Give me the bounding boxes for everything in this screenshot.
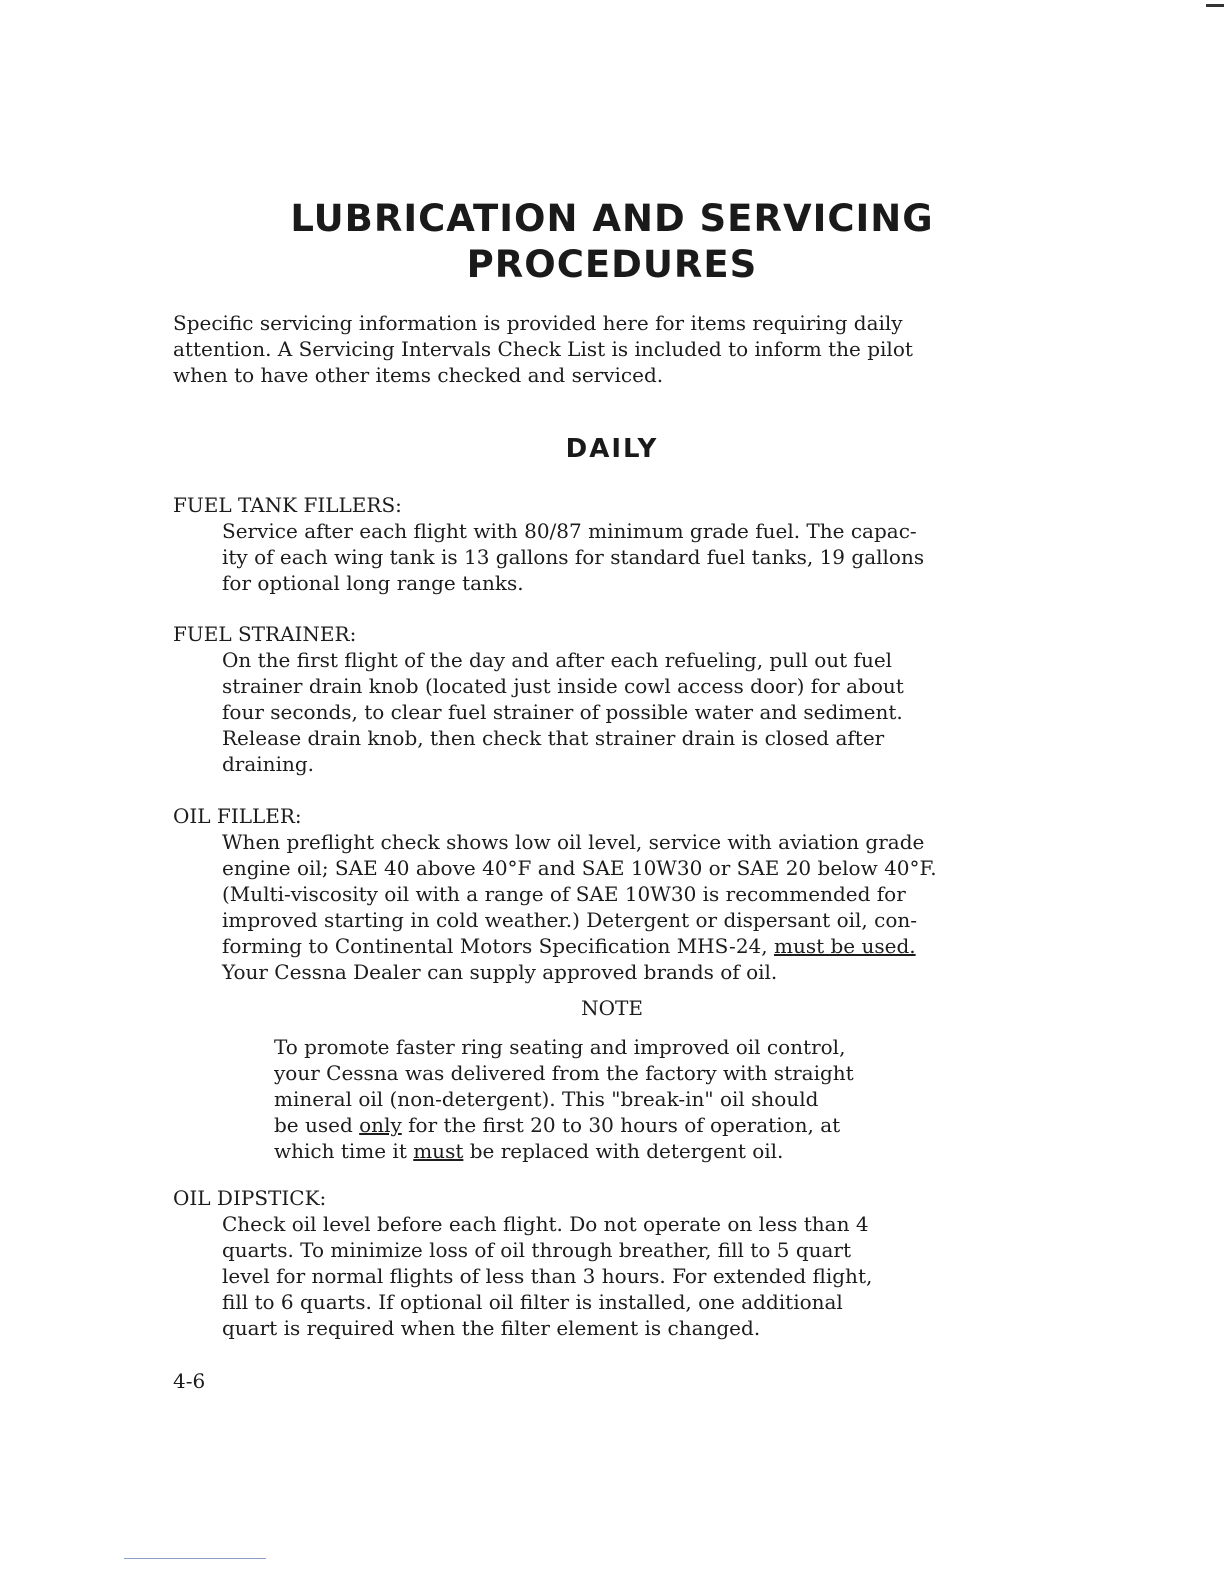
oil-dipstick-label: OIL DIPSTICK: (173, 1186, 327, 1210)
body-line (222, 933, 937, 959)
intro-line: Specific servicing information is provided here for items requiring daily (173, 311, 903, 335)
body-line: quarts. To minimize loss of oil through breather, fill to 5 quart (222, 1238, 852, 1262)
corner-mark (1206, 4, 1224, 7)
body-line: engine oil; SAE 40 above 40°F and SAE 10W30 or SAE 20 below 40°F. (222, 856, 937, 880)
note-line (274, 1112, 854, 1138)
underlined-text: must be used. (773, 934, 916, 958)
title-line-2: PROCEDURES (466, 243, 758, 286)
text-segment: for the first 20 to 30 hours of operation, at (401, 1113, 841, 1137)
underlined-text: only (359, 1113, 402, 1137)
note-line: To promote faster ring seating and improved oil control, (274, 1035, 846, 1059)
body-line: four seconds, to clear fuel strainer of possible water and sediment. (222, 700, 903, 724)
note-line: your Cessna was delivered from the factory with straight (274, 1061, 854, 1085)
fuel-strainer-body (222, 647, 904, 777)
intro-paragraph (173, 310, 1053, 388)
body-line: Check oil level before each flight. Do not operate on less than 4 (222, 1212, 869, 1236)
note-heading: NOTE (581, 996, 643, 1020)
body-line: Release drain knob, then check that strainer drain is closed after (222, 726, 885, 750)
body-line: (Multi-viscosity oil with a range of SAE 10W30 is recommended for (222, 882, 906, 906)
text-segment: be used (274, 1113, 360, 1137)
fuel-tank-fillers-label: FUEL TANK FILLERS: (173, 493, 402, 517)
oil-filler-label: OIL FILLER: (173, 804, 302, 828)
body-line: Your Cessna Dealer can supply approved brands of oil. (222, 960, 778, 984)
bottom-rule (124, 1558, 266, 1559)
note-body (274, 1034, 854, 1164)
daily-heading: DAILY (565, 434, 659, 464)
fuel-tank-fillers-body (222, 518, 924, 596)
body-line: On the first flight of the day and after each refueling, pull out fuel (222, 648, 893, 672)
oil-filler-body (222, 829, 937, 985)
body-line: When preflight check shows low oil level, service with aviation grade (222, 830, 925, 854)
body-line: Service after each flight with 80/87 minimum grade fuel. The capac- (222, 519, 917, 543)
page-title (0, 196, 1224, 288)
text-segment: be replaced with detergent oil. (463, 1139, 784, 1163)
body-line: for optional long range tanks. (222, 571, 524, 595)
body-line: fill to 6 quarts. If optional oil filter is installed, one additional (222, 1290, 843, 1314)
intro-line: when to have other items checked and serviced. (173, 363, 664, 387)
underlined-text: must (413, 1139, 464, 1163)
text-segment: forming to Continental Motors Specification MHS-24, (222, 934, 774, 958)
page-number: 4-6 (173, 1369, 206, 1393)
body-line: draining. (222, 752, 315, 776)
body-line: level for normal flights of less than 3 hours. For extended flight, (222, 1264, 873, 1288)
body-line: ity of each wing tank is 13 gallons for standard fuel tanks, 19 gallons (222, 545, 925, 569)
text-segment: which time it (274, 1139, 414, 1163)
body-line: quart is required when the filter element is changed. (222, 1316, 761, 1340)
title-line-1: LUBRICATION AND SERVICING (290, 197, 934, 240)
body-line: improved starting in cold weather.) Detergent or dispersant oil, con- (222, 908, 917, 932)
fuel-strainer-label: FUEL STRAINER: (173, 622, 357, 646)
note-line: mineral oil (non-detergent). This "break-in" oil should (274, 1087, 819, 1111)
oil-dipstick-body (222, 1211, 872, 1341)
intro-line: attention. A Servicing Intervals Check List is included to inform the pilot (173, 337, 913, 361)
note-line (274, 1138, 854, 1164)
body-line: strainer drain knob (located just inside cowl access door) for about (222, 674, 904, 698)
